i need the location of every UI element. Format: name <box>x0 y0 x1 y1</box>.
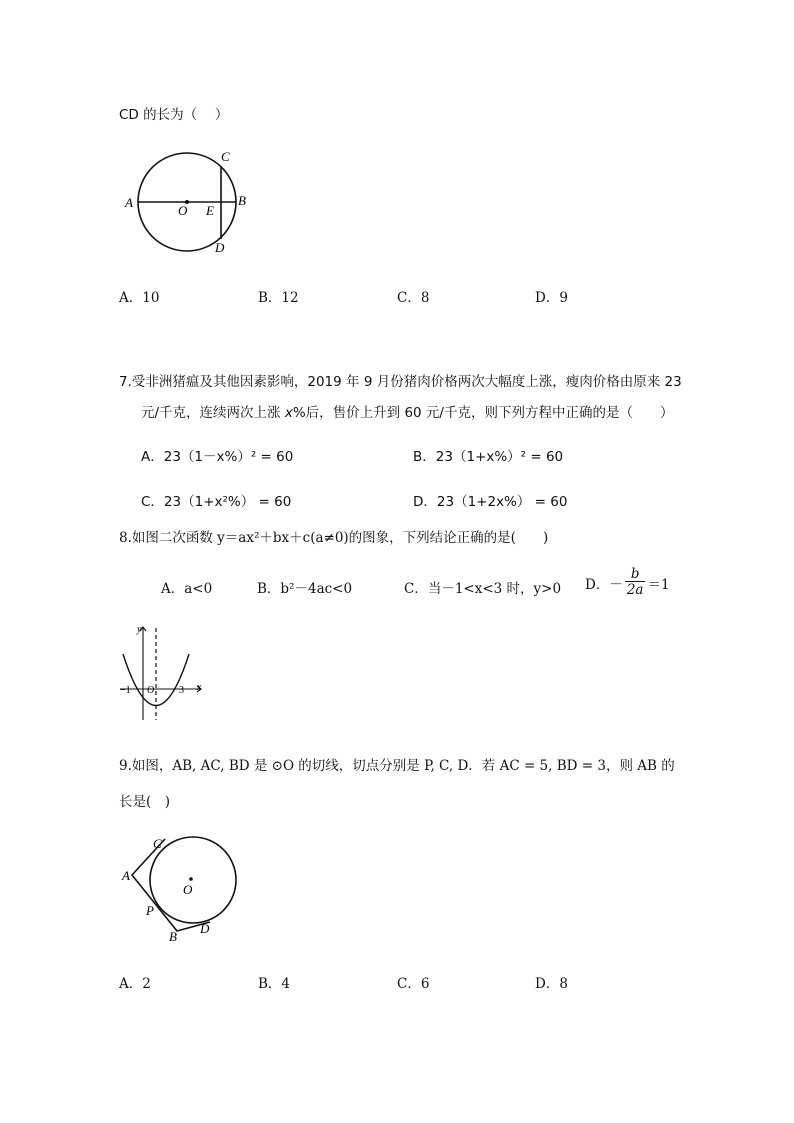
q6-stem-tail: CD 的长为（ ） <box>119 107 229 123</box>
q6-label-c: C <box>221 149 230 164</box>
q8-option-b: B．b²－4ac<0 <box>257 581 353 597</box>
q8-option-d-denominator: 2a <box>626 582 644 598</box>
q7-stem-line1: 7.受非洲猪瘟及其他因素影响，2019 年 9 月份猪肉价格两次大幅度上涨，瘦肉价格由原来 23 <box>119 374 682 390</box>
q9-tangent-figure <box>115 828 250 948</box>
q9-option-b: B．4 <box>258 976 291 992</box>
q6-option-a: A．10 <box>119 290 160 306</box>
q8-tick-3: 3 <box>179 685 184 696</box>
q8-option-a: A．a<0 <box>161 581 213 597</box>
q9-label-a: A <box>122 868 130 883</box>
q6-option-c: C．8 <box>397 290 430 306</box>
q9-label-p: P <box>146 903 154 918</box>
q6-option-d: D．9 <box>535 290 568 306</box>
q6-label-b: B <box>238 193 246 208</box>
q9-option-a: A．2 <box>119 976 151 992</box>
q6-circle-figure <box>115 140 275 260</box>
q6-label-o: O <box>178 203 188 218</box>
q8-option-c: C．当－1<x<3 时，y>0 <box>404 581 562 597</box>
q7-option-c: C．23（1+x²%） = 60 <box>141 494 292 510</box>
q9-stem-line1: 9.如图，AB, AC, BD 是 ⊙O 的切线，切点分别是 P, C, D．若 AC = 5, BD = 3，则 AB 的 <box>119 758 675 774</box>
q8-option-d-fraction <box>625 567 646 598</box>
q8-option-d <box>585 567 670 598</box>
q8-option-d-numerator: b <box>630 566 640 582</box>
q8-option-d-suffix: ＝1 <box>647 576 670 593</box>
q9-label-d: D <box>200 921 210 936</box>
q9-label-o: O <box>183 882 193 897</box>
q7-option-b: B．23（1+x%）² = 60 <box>413 449 564 465</box>
q8-origin-label: O <box>147 685 155 696</box>
q9-option-d: D．8 <box>535 976 568 992</box>
q8-tick-neg1: −1 <box>120 685 131 696</box>
q8-option-d-prefix: D．－ <box>585 576 623 593</box>
q8-parabola-graph <box>115 620 215 725</box>
q6-label-e: E <box>206 203 214 218</box>
q9-label-c: C <box>153 836 162 851</box>
q8-stem: 8.如图二次函数 y＝ax²＋bx＋c(a≠0)的图象，下列结论正确的是( ) <box>119 530 549 546</box>
q6-option-b: B．12 <box>258 290 299 306</box>
q7-option-a: A．23（1－x%）² = 60 <box>141 449 294 465</box>
q8-y-label: y <box>137 624 142 635</box>
q9-label-b: B <box>169 929 177 944</box>
q7-stem-line2: 元/千克，连续两次上涨 x%后，售价上升到 60 元/千克，则下列方程中正确的是（ ） <box>141 405 674 421</box>
q9-option-c: C．6 <box>397 976 430 992</box>
q6-label-d: D <box>215 240 225 255</box>
q9-stem-line2: 长是( ) <box>119 794 171 810</box>
q8-x-label: x <box>197 682 202 693</box>
q7-option-d: D．23（1+2x%） = 60 <box>413 494 568 510</box>
q6-label-a: A <box>125 195 133 210</box>
